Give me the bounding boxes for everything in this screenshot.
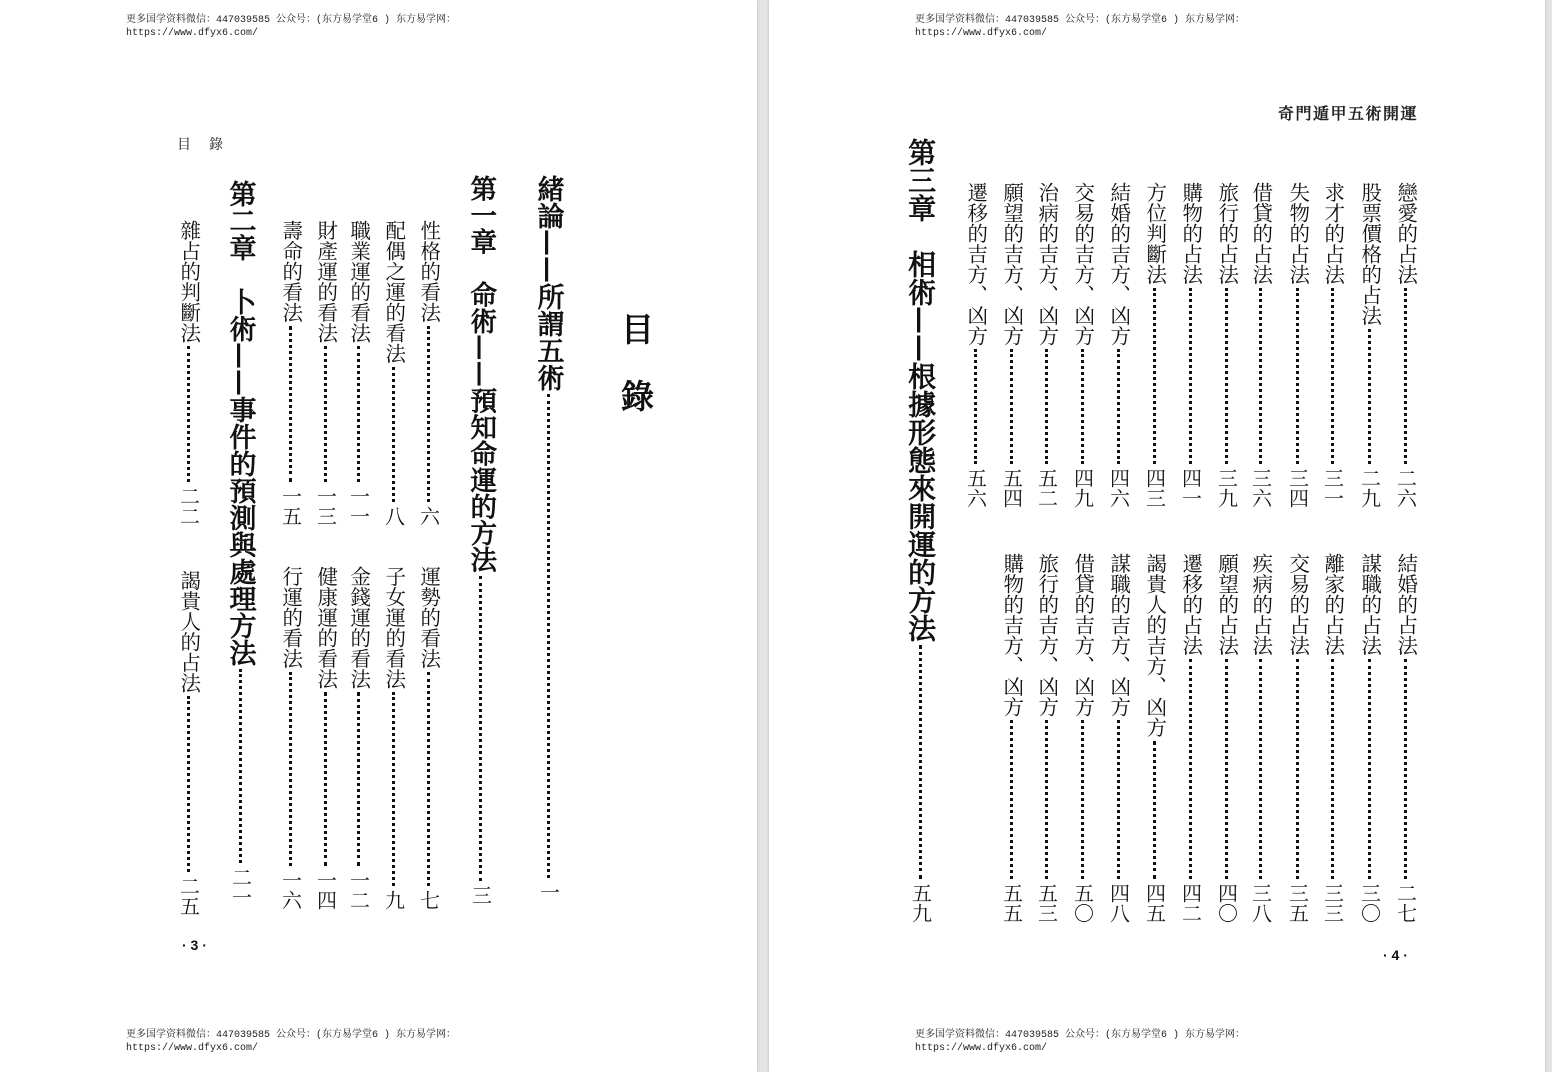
entry-title: 命術——預知命運的方法 (465, 281, 497, 573)
dot-leader (1153, 288, 1156, 465)
toc-section (1210, 182, 1242, 508)
dot-leader (1045, 349, 1048, 464)
header-watermark (915, 14, 1245, 40)
dot-leader (1296, 659, 1299, 880)
page-reference: 四二 (1178, 883, 1203, 923)
dot-leader (1368, 659, 1371, 880)
entry-title: 行運的看法 (278, 566, 303, 669)
entry-title: 緒論——所謂五術 (532, 175, 564, 391)
dot-leader (1404, 288, 1407, 465)
entry-title: 卜術——事件的預測與處理方法 (224, 288, 256, 666)
toc-section (1066, 182, 1098, 508)
toc-section (274, 566, 306, 910)
toc-section (412, 566, 444, 910)
entry-title: 財產運的看法 (313, 220, 338, 343)
dot-leader (392, 367, 395, 503)
toc-section (1174, 182, 1206, 508)
page-reference: 三 (468, 885, 493, 905)
entry-title: 旅行的占法 (1214, 182, 1239, 285)
page-reference: 五四 (999, 468, 1024, 508)
dot-leader (1259, 659, 1262, 880)
chapter-label: 第一章 (465, 175, 497, 255)
chapter-label: 第三章 (904, 138, 938, 222)
toc-section (1102, 182, 1134, 508)
toc-section (1353, 553, 1385, 923)
entry-title: 方位判斷法 (1142, 182, 1167, 285)
toc-section (1353, 182, 1385, 508)
toc-section (1316, 553, 1348, 923)
toc-section (1244, 553, 1276, 923)
dot-leader (1010, 720, 1013, 879)
page-reference: 三九 (1214, 468, 1239, 508)
dot-leader (1117, 349, 1120, 464)
page-reference: 一三 (313, 486, 338, 526)
toc-chapter-1 (464, 175, 496, 905)
entry-title: 謁貴人的占法 (176, 570, 201, 693)
header-watermark (126, 14, 456, 40)
entry-title: 結婚的占法 (1393, 553, 1418, 656)
dot-leader (1045, 720, 1048, 879)
page-reference: 二一 (228, 867, 253, 907)
dot-leader (289, 326, 292, 483)
toc-section (1174, 553, 1206, 923)
dot-leader (427, 326, 430, 503)
toc-section (995, 182, 1027, 508)
page-3 (0, 0, 757, 1072)
toc-section (1210, 553, 1242, 923)
dot-leader (1404, 659, 1407, 880)
entry-title: 治病的吉方、凶方 (1034, 182, 1059, 346)
dot-leader (1331, 659, 1334, 880)
toc-section (1138, 553, 1170, 923)
entry-title: 遷移的占法 (1178, 553, 1203, 656)
page-reference: 四五 (1142, 883, 1167, 923)
entry-title: 購物的吉方、凶方 (999, 553, 1024, 717)
page-number: · 3 · (182, 937, 207, 953)
toc-title: 目錄 (616, 312, 655, 446)
page-reference: 八 (381, 506, 406, 526)
entry-title: 性格的看法 (416, 220, 441, 323)
page-reference: 五〇 (1070, 883, 1095, 923)
toc-section (1316, 182, 1348, 508)
page-reference: 一一 (346, 486, 371, 526)
toc-section (1281, 553, 1313, 923)
page-reference: 四八 (1106, 883, 1131, 923)
toc-section (377, 220, 409, 526)
toc-section (412, 220, 444, 526)
page-reference: 三五 (1285, 883, 1310, 923)
toc-section (342, 566, 374, 910)
toc-section (1389, 182, 1421, 508)
watermark-line-1: 更多国学资料微信：447039585 公众号：(东方易学堂6 ) 东方易学网： (126, 1030, 457, 1041)
entry-title: 謀職的占法 (1357, 553, 1382, 656)
page-number: · 4 · (1383, 947, 1408, 963)
page-reference: 六 (416, 506, 441, 526)
page-reference: 一四 (313, 870, 338, 910)
watermark-url: https://www.dfyx6.com/ (126, 1043, 259, 1054)
page-reference: 四〇 (1214, 883, 1239, 923)
page-reference: 一二 (346, 870, 371, 910)
dot-leader (1081, 349, 1084, 464)
dot-leader (547, 394, 550, 878)
dot-leader (239, 669, 242, 863)
entry-title: 願望的吉方、凶方 (999, 182, 1024, 346)
page-reference: 三〇 (1357, 883, 1382, 923)
entry-title: 謁貴人的吉方、凶方 (1142, 553, 1167, 738)
toc-section (172, 220, 204, 526)
entry-title: 結婚的吉方、凶方 (1106, 182, 1131, 346)
page-reference: 二二 (176, 486, 201, 526)
dot-leader (1225, 288, 1228, 465)
dot-leader (1225, 659, 1228, 880)
entry-title: 股票價格的占法 (1357, 182, 1382, 326)
page-reference: 二九 (1357, 468, 1382, 508)
entry-title: 金錢運的看法 (346, 566, 371, 689)
entry-title: 相術——根據形態來開運的方法 (904, 250, 938, 642)
page-reference: 四九 (1070, 468, 1095, 508)
watermark-url: https://www.dfyx6.com/ (915, 1043, 1048, 1054)
entry-title: 購物的占法 (1178, 182, 1203, 285)
dot-leader (479, 576, 482, 882)
dot-leader (427, 672, 430, 887)
toc-section (172, 570, 204, 916)
toc-chapter-2 (224, 180, 256, 907)
toc-section (377, 566, 409, 910)
page-reference: 一五 (278, 486, 303, 526)
dot-leader (324, 346, 327, 482)
page-reference: 二七 (1393, 883, 1418, 923)
entry-title: 借貸的占法 (1248, 182, 1273, 285)
toc-section (1281, 182, 1313, 508)
page-4 (769, 0, 1545, 1072)
entry-title: 借貸的吉方、凶方 (1070, 553, 1095, 717)
page-reference: 二六 (1393, 468, 1418, 508)
entry-title: 疾病的占法 (1248, 553, 1273, 656)
watermark-url: https://www.dfyx6.com/ (126, 28, 259, 39)
dot-leader (1117, 720, 1120, 879)
entry-title: 遷移的吉方、凶方 (963, 182, 988, 346)
page-reference: 四一 (1178, 468, 1203, 508)
entry-title: 雜占的判斷法 (176, 220, 201, 343)
toc-section (959, 182, 991, 508)
entry-title: 離家的占法 (1320, 553, 1345, 656)
toc-section (342, 220, 374, 526)
dot-leader (392, 692, 395, 886)
dot-leader (1368, 329, 1371, 465)
toc-section (1066, 553, 1098, 923)
toc-section (1030, 182, 1062, 508)
running-header: 奇門遁甲五術開運 (1278, 104, 1419, 123)
dot-leader (187, 346, 190, 482)
entry-title: 願望的占法 (1214, 553, 1239, 656)
dot-leader (1010, 349, 1013, 464)
page-reference: 五三 (1034, 883, 1059, 923)
page-reference: 一六 (278, 870, 303, 910)
entry-title: 健康運的看法 (313, 566, 338, 689)
dot-leader (1259, 288, 1262, 465)
dot-leader (357, 346, 360, 482)
page-reference: 四六 (1106, 468, 1131, 508)
dot-leader (289, 672, 292, 867)
toc-intro (532, 175, 564, 902)
toc-section (1030, 553, 1062, 923)
footer-watermark (126, 1029, 456, 1055)
dot-leader (1189, 288, 1192, 465)
toc-section (274, 220, 306, 526)
toc-section (309, 566, 341, 910)
page-reference: 五五 (999, 883, 1024, 923)
dot-leader (324, 692, 327, 866)
page-reference: 九 (381, 890, 406, 910)
page-reference: 一 (536, 882, 561, 902)
dot-leader (1331, 288, 1334, 465)
page-reference: 五六 (963, 468, 988, 508)
page-reference: 四三 (1142, 468, 1167, 508)
dot-leader (1081, 720, 1084, 879)
toc-section (995, 553, 1027, 923)
dot-leader (357, 692, 360, 866)
dot-leader (919, 645, 922, 879)
entry-title: 謀職的吉方、凶方 (1106, 553, 1131, 717)
entry-title: 求才的占法 (1320, 182, 1345, 285)
page-reference: 三三 (1320, 883, 1345, 923)
page-reference: 五九 (908, 883, 933, 923)
dot-leader (1153, 741, 1156, 880)
dot-leader (1189, 659, 1192, 880)
dot-leader (1296, 288, 1299, 465)
entry-title: 配偶之運的看法 (381, 220, 406, 364)
running-header: 目錄 (177, 137, 241, 153)
entry-title: 子女運的看法 (381, 566, 406, 689)
entry-title: 交易的吉方、凶方 (1070, 182, 1095, 346)
entry-title: 失物的占法 (1285, 182, 1310, 285)
watermark-line-1: 更多国学资料微信：447039585 公众号：(东方易学堂6 ) 东方易学网： (915, 1030, 1246, 1041)
entry-title: 戀愛的占法 (1393, 182, 1418, 285)
page-reference: 二五 (176, 876, 201, 916)
footer-watermark (915, 1029, 1245, 1055)
watermark-line-1: 更多国学资料微信：447039585 公众号：(东方易学堂6 ) 东方易学网： (915, 15, 1246, 26)
dot-leader (187, 696, 190, 872)
dot-leader (974, 349, 977, 464)
toc-section (1102, 553, 1134, 923)
toc-section (309, 220, 341, 526)
page-reference: 三六 (1248, 468, 1273, 508)
entry-title: 壽命的看法 (278, 220, 303, 323)
page-reference: 三一 (1320, 468, 1345, 508)
toc-chapter-3 (904, 138, 936, 923)
watermark-url: https://www.dfyx6.com/ (915, 28, 1048, 39)
watermark-line-1: 更多国学资料微信：447039585 公众号：(东方易学堂6 ) 东方易学网： (126, 15, 457, 26)
page-reference: 五二 (1034, 468, 1059, 508)
chapter-label: 第二章 (224, 180, 256, 261)
entry-title: 交易的占法 (1285, 553, 1310, 656)
page-reference: 三八 (1248, 883, 1273, 923)
toc-section (1244, 182, 1276, 508)
entry-title: 職業運的看法 (346, 220, 371, 343)
page-reference: 七 (416, 890, 441, 910)
entry-title: 運勢的看法 (416, 566, 441, 669)
toc-section (1138, 182, 1170, 508)
toc-section (1389, 553, 1421, 923)
entry-title: 旅行的吉方、凶方 (1034, 553, 1059, 717)
page-reference: 三四 (1285, 468, 1310, 508)
